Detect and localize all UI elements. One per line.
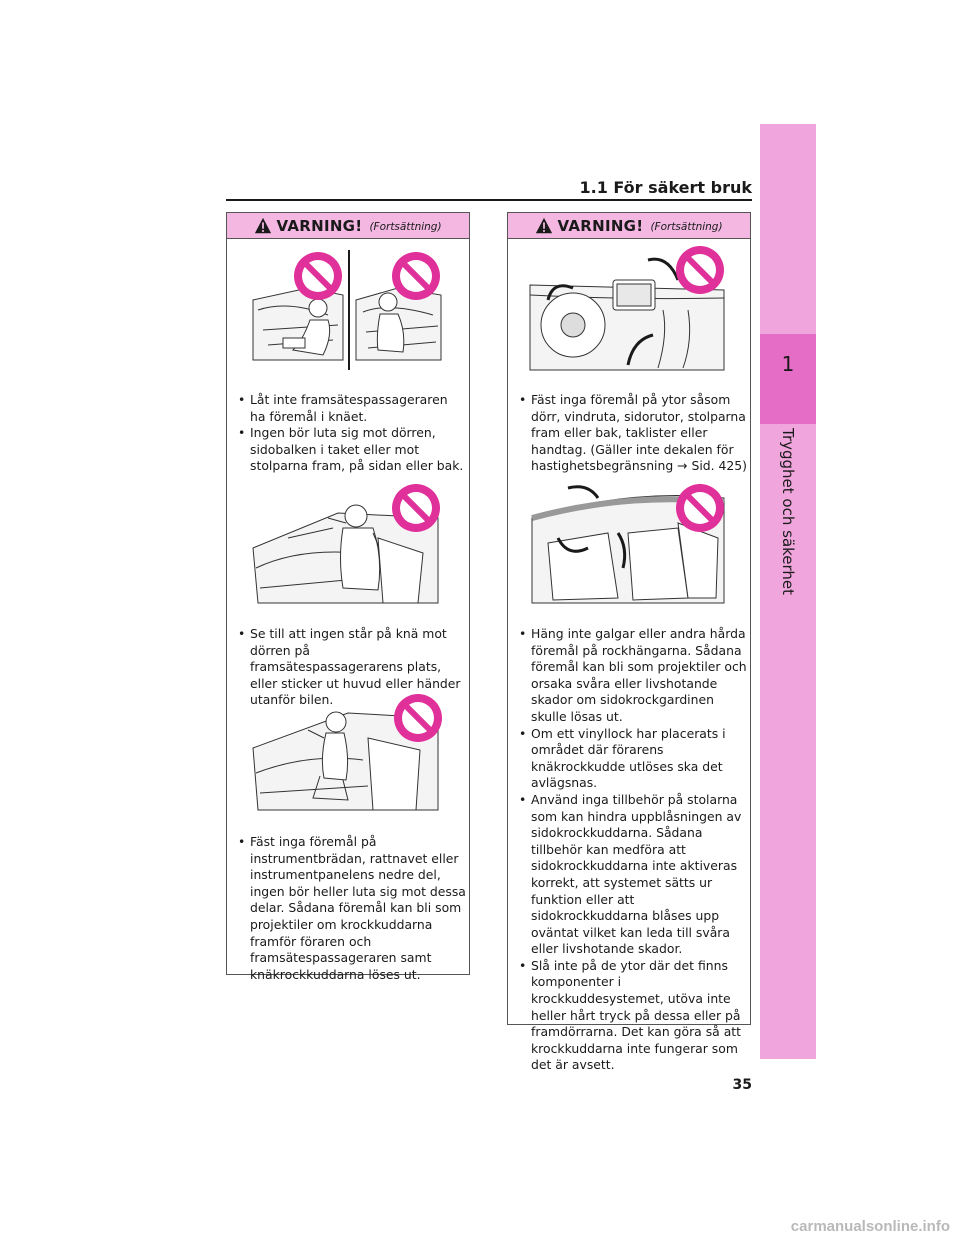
prohibition-icon (392, 484, 440, 532)
warning-header (508, 213, 750, 239)
prohibition-icon (676, 246, 724, 294)
list-item: • Slå inte på de ytor där det finns komponenter i krockkuddesystemet, utöva inte heller hårt tryck på dessa eller på framdörrarna. Det kan göra så att krockkuddarna inte fungerar som det är avsett. (519, 957, 741, 1073)
illustration-passenger-lap-and-leaning (248, 240, 446, 372)
warning-title: VARNING! (276, 216, 363, 235)
warning-continued: (Fortsättning) (369, 221, 442, 233)
illustration-kneeling-against-door (248, 688, 446, 816)
warning-header (227, 213, 469, 239)
list-item: • Låt inte framsätespassageraren ha föremål i knäet. (238, 392, 448, 424)
illustration-dashboard-objects (528, 240, 726, 372)
list-item: • Fäst inga föremål på ytor såsom dörr, vindruta, sidorutor, stolparna fram eller bak, taklister eller handtag. (Gäller inte dekalen för hastighetsbegränsning → Sid. 425) (519, 392, 748, 474)
prohibition-icon (392, 252, 440, 300)
chapter-number-box (760, 334, 816, 424)
warning-triangle-icon (535, 217, 553, 235)
list-item: • Använd inga tillbehör på stolarna som kan hindra uppblåsningen av sidokrockkuddarna. Sådana tillbehör kan medföra att sidokrockkuddarna inte aktiveras korrekt, att systemet sätts ur funktion eller att sidokrockkuddarna blåses upp oväntat vilket kan leda till svåra eller livshotande skador. (519, 791, 742, 957)
list-item: • Se till att ingen står på knä mot dörren på framsätespassagerarens plats, eller sticker ut huvud eller händer utanför bilen. (238, 626, 461, 708)
prohibition-icon (294, 252, 342, 300)
warning-triangle-icon (254, 217, 272, 235)
watermark: carmanualsonline.info (790, 1218, 950, 1235)
page-number: 35 (732, 1077, 752, 1093)
warning-title: VARNING! (557, 216, 644, 235)
warning-continued: (Fortsättning) (650, 221, 723, 233)
bullet-list-left-3 (230, 834, 466, 983)
chapter-label: Trygghet och säkerhet (779, 428, 797, 596)
illustration-coat-hooks-and-roof (528, 478, 726, 606)
bullet-list-left-1 (230, 392, 466, 475)
prohibition-icon (676, 484, 724, 532)
section-title: 1.1 För säkert bruk (579, 178, 752, 197)
illustration-leaning-on-door (248, 478, 446, 608)
header-rule (226, 199, 752, 201)
chapter-number: 1 (781, 352, 795, 376)
bullet-list-right-1 (511, 392, 747, 475)
list-item: • Häng inte galgar eller andra hårda föremål på rockhängarna. Sådana föremål kan bli som projektiler och orsaka svåra eller livshotande skador om sidokrockgardinen skulle lösas ut. (519, 626, 747, 724)
list-item: • Ingen bör luta sig mot dörren, sidobalken i taket eller mot stolparna fram, på sidan eller bak. (238, 425, 464, 474)
prohibition-icon (394, 694, 442, 742)
list-item: • Fäst inga föremål på instrumentbrädan, rattnavet eller instrumentpanelens nedre del, ingen bör heller luta sig mot dessa delar. Sådana föremål kan bli som projektiler om krockkuddarna framför föraren och framsätespassageraren samt knäkrockkuddarna löses ut. (238, 834, 466, 982)
bullet-list-right-2 (511, 626, 747, 1074)
list-item: • Om ett vinyllock har placerats i området där förarens knäkrockkudde utlöses ska det avlägsnas. (519, 725, 726, 791)
